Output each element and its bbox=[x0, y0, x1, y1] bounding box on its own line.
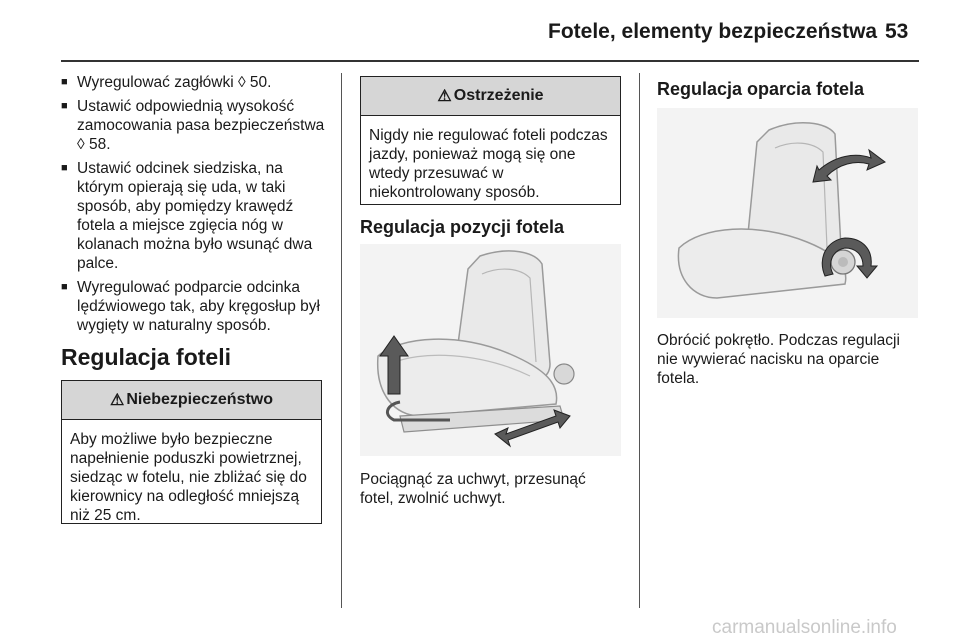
list-item: ■ Wyregulować zagłówki ◊ 50. bbox=[61, 73, 333, 92]
danger-text: Aby możliwe było bezpieczne napełnienie poduszki powietrznej, siedząc w fotelu, nie zbliżać się do kierownicy na odległość mniejszą niż 25 cm. bbox=[70, 431, 307, 524]
page-number: 53 bbox=[885, 20, 909, 43]
instruction-list bbox=[61, 73, 333, 340]
watermark: carmanualsonline.info bbox=[712, 617, 897, 638]
list-item: ■ Ustawić odcinek siedziska, na którym opierają się uda, w taki sposób, aby pomiędzy krawędź fotela a miejsce zgięcia nóg w kolanach można było wsunąć dwa palce. bbox=[61, 159, 333, 273]
warning-triangle-icon: ⚠ bbox=[109, 392, 125, 409]
warning-header bbox=[361, 77, 620, 116]
warning-triangle-icon: ⚠ bbox=[437, 88, 452, 105]
backrest-recline-illustration bbox=[657, 108, 918, 318]
section-title: Regulacja pozycji fotela bbox=[360, 217, 565, 237]
list-item: ■ Wyregulować podparcie odcinka lędźwiowego tak, aby kręgosłup był wygięty w naturalny sposób. bbox=[61, 278, 333, 335]
section-title: Regulacja oparcia fotela bbox=[657, 79, 865, 99]
page-header bbox=[0, 0, 960, 62]
instruction-caption: Pociągnąć za uchwyt, przesunąć fotel, zwolnić uchwyt. bbox=[360, 471, 586, 507]
warning-box bbox=[360, 76, 621, 205]
column-divider bbox=[639, 73, 640, 608]
section-title: Regulacja foteli bbox=[61, 344, 231, 370]
warning-text: Nigdy nie regulować foteli podczas jazdy, ponieważ mogą się one wtedy przesuwać w niekontrolowany sposób. bbox=[369, 127, 608, 201]
chapter-title: Fotele, elementy bezpieczeństwa bbox=[548, 20, 878, 43]
danger-header bbox=[62, 381, 321, 420]
header-divider bbox=[61, 60, 919, 62]
danger-box bbox=[61, 380, 322, 524]
warning-title: Ostrzeżenie bbox=[453, 87, 544, 104]
instruction-caption: Obrócić pokrętło. Podczas regulacji nie wywierać nacisku na oparcie fotela. bbox=[657, 332, 900, 387]
seat-position-illustration bbox=[360, 244, 621, 456]
danger-title: Niebezpieczeństwo bbox=[126, 391, 274, 408]
column-divider bbox=[341, 73, 342, 608]
list-item: ■ Ustawić odpowiednią wysokość zamocowania pasa bezpieczeństwa ◊ 58. bbox=[61, 97, 333, 154]
